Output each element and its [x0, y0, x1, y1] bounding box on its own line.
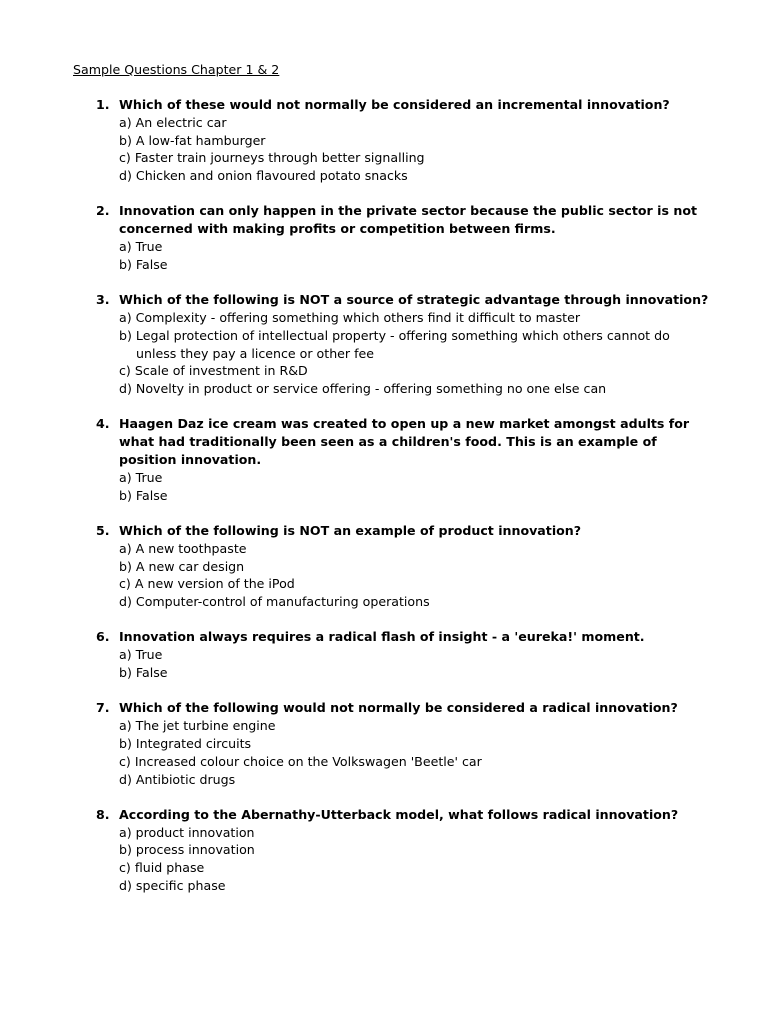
question-body	[119, 522, 709, 611]
option-c: c) Faster train journeys through better signalling	[119, 150, 425, 166]
page-title: Sample Questions Chapter 1 & 2	[73, 62, 280, 77]
question-item	[0, 522, 768, 611]
question-item	[0, 628, 768, 681]
option-a: a) Complexity - offering something which others find it difficult to master	[119, 309, 581, 325]
question-item	[0, 202, 768, 273]
option-d: d) specific phase	[119, 877, 226, 893]
question-number: 2.	[96, 203, 110, 219]
question-body	[119, 699, 709, 788]
option-list	[119, 717, 709, 788]
option-list	[119, 469, 709, 505]
option-b: b) process innovation	[119, 842, 255, 858]
question-number: 8.	[96, 806, 110, 822]
option-c: c) Increased colour choice on the Volkswagen 'Beetle' car	[119, 753, 482, 769]
option-a: a) A new toothpaste	[119, 540, 247, 556]
question-text: Which of the following would not normally be considered a radical innovation?	[119, 700, 678, 716]
option-b: b) False	[119, 487, 168, 503]
option-b: b) A low-fat hamburger	[119, 132, 266, 148]
option-b: b) False	[119, 665, 168, 681]
question-number: 5.	[96, 522, 110, 538]
question-body	[119, 415, 709, 504]
option-c: c) fluid phase	[119, 860, 205, 876]
option-b: b) Integrated circuits	[119, 735, 252, 751]
option-a: a) An electric car	[119, 114, 227, 130]
question-text: Which of these would not normally be considered an incremental innovation?	[119, 97, 670, 112]
question-list	[0, 96, 768, 912]
question-item	[0, 806, 768, 895]
option-list	[119, 309, 709, 398]
option-a: a) The jet turbine engine	[119, 718, 276, 734]
question-body	[119, 202, 709, 273]
question-item	[0, 415, 768, 504]
question-body	[119, 291, 709, 398]
option-a: a) True	[119, 469, 163, 485]
question-text: According to the Abernathy-Utterback model, what follows radical innovation?	[119, 806, 679, 822]
option-a: a) True	[119, 647, 163, 663]
question-number: 1.	[96, 97, 110, 112]
option-list	[119, 238, 709, 274]
question-item	[0, 96, 768, 185]
option-d: d) Chicken and onion flavoured potato snacks	[119, 168, 408, 184]
question-body	[119, 806, 709, 895]
question-text: Which of the following is NOT a source of strategic advantage through innovation?	[119, 292, 709, 308]
question-text: Which of the following is NOT an example of product innovation?	[119, 522, 582, 538]
option-list	[119, 114, 709, 185]
question-item	[0, 699, 768, 788]
option-list	[119, 824, 709, 895]
option-d: d) Antibiotic drugs	[119, 771, 236, 787]
option-a: a) product innovation	[119, 824, 255, 840]
option-a: a) True	[119, 239, 163, 255]
option-d: d) Computer-control of manufacturing operations	[119, 594, 430, 610]
question-text: Innovation always requires a radical flash of insight - a 'eureka!' moment.	[119, 629, 645, 645]
question-number: 6.	[96, 629, 110, 645]
question-item	[0, 291, 768, 398]
question-number: 4.	[96, 416, 110, 432]
question-body	[119, 628, 709, 681]
option-d: d) Novelty in product or service offering - offering something no one else can	[119, 381, 607, 397]
question-text: Haagen Daz ice cream was created to open up a new market amongst adults for what had traditionally been seen as a children's food. This is an example of position innovation.	[119, 416, 690, 468]
question-number: 7.	[96, 700, 110, 716]
question-text: Innovation can only happen in the private sector because the public sector is not concerned with making profits or competition between firms.	[119, 203, 697, 237]
option-c: c) Scale of investment in R&D	[119, 363, 308, 379]
option-b: b) Legal protection of intellectual property - offering something which others cannot do unless they pay a licence or other fee	[119, 327, 670, 361]
option-list	[119, 540, 709, 611]
option-c: c) A new version of the iPod	[119, 576, 295, 592]
option-b: b) False	[119, 256, 168, 272]
question-number: 3.	[96, 292, 110, 308]
question-body	[119, 96, 709, 185]
option-b: b) A new car design	[119, 558, 245, 574]
option-list	[119, 646, 709, 682]
